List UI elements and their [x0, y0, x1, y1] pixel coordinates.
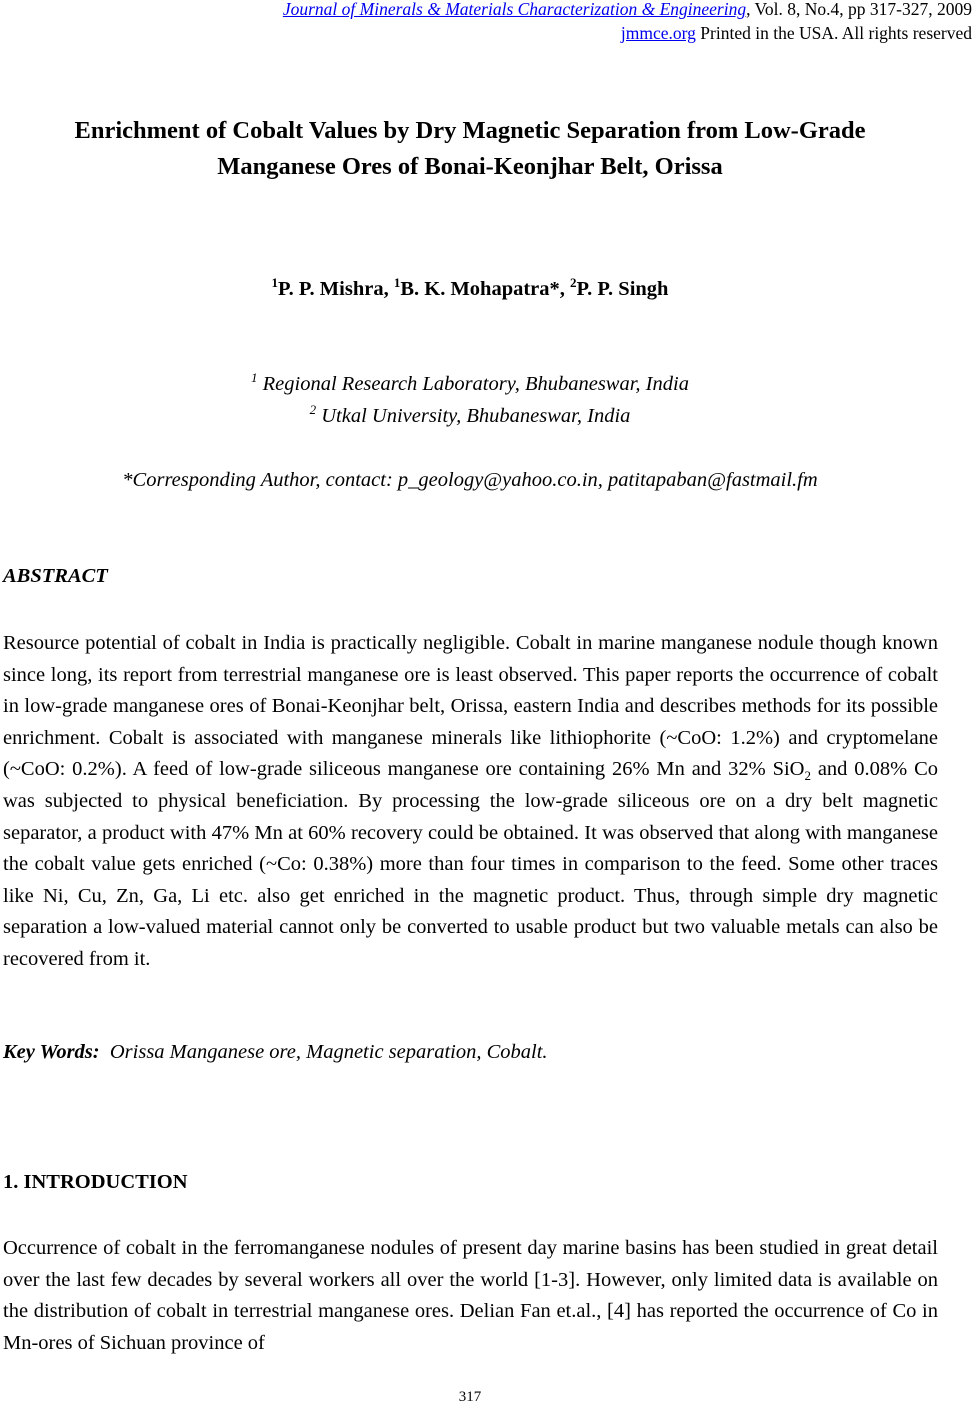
author-3-affiliation-mark: 2 [570, 275, 577, 291]
abstract-text-part-1: Resource potential of cobalt in India is practically negligible. Cobalt in marine manganese nodule though known since long, its report from terrestrial manganese ore is least observed. This paper reports the occurrence of cobalt in low-grade manganese ores of Bonai-Keonjhar belt, Orissa, eastern India and describes methods for its possible enrichment. Cobalt is associated with manganese minerals like lithiophorite (~CoO: 1.2%) and cryptomelane (~CoO: 0.2%). A feed of low-grade siliceous manganese ore containing 26% Mn and 32% SiO [3, 632, 938, 781]
journal-header [283, 0, 972, 20]
keywords [3, 1041, 548, 1064]
abstract-text-part-2: and 0.08% Co was subjected to physical beneficiation. By processing the low-grade siliceous ore on a dry belt magnetic separator, a product with 47% Mn at 60% recovery could be obtained. It was observed that along with manganese the cobalt value gets enriched (~Co: 0.38%) more than four times in comparison to the feed. Some other traces like Ni, Cu, Zn, Ga, Li etc. also get enriched in the magnetic product. Thus, through simple dry magnetic separation a low-valued material cannot only be converted to usable product but two valuable metals can also be recovered from it. [3, 758, 938, 970]
corresponding-author: *Corresponding Author, contact: p_geology@yahoo.co.in, patitapaban@fastmail.fm [122, 469, 818, 491]
author-1-affiliation-mark: 1 [271, 275, 279, 291]
keywords-label: Key Words: [3, 1041, 100, 1063]
author-3: P. P. Singh [576, 278, 669, 300]
abstract-text [3, 628, 938, 976]
rights-notice: Printed in the USA. All rights reserved [695, 23, 972, 43]
affiliation-1-mark: 1 [251, 370, 258, 386]
paper-title [0, 113, 940, 185]
author-1: P. P. Mishra, [278, 278, 394, 300]
author-2-affiliation-mark: 1 [393, 275, 401, 291]
page-number: 317 [458, 1389, 482, 1405]
journal-link[interactable]: Journal of Minerals & Materials Characterization & Engineering [282, 0, 747, 19]
volume-info: , Vol. 8, No.4, pp 317-327, 2009 [746, 0, 972, 19]
introduction-text: Occurrence of cobalt in the ferromanganese nodules of present day marine basins has been studied in great detail over the last few decades by several workers all over the world [1-3]. However, only limited data is available on the distribution of cobalt in terrestrial manganese ores. Delian Fan et.al., [4] has reported the occurrence of Co in Mn-ores of Sichuan province of [3, 1237, 938, 1354]
keywords-text: Orissa Manganese ore, Magnetic separation, Cobalt. [109, 1041, 548, 1063]
affiliation-2-text: Utkal University, Bhubaneswar, India [316, 405, 631, 427]
author-2: B. K. Mohapatra*, [400, 278, 571, 300]
affiliation-2-mark: 2 [309, 402, 317, 418]
abstract-heading: ABSTRACT [3, 565, 108, 587]
title-line-1: Enrichment of Cobalt Values by Dry Magnetic Separation from Low-Grade [74, 117, 866, 144]
affiliation-1-text: Regional Research Laboratory, Bhubaneswar, India [257, 373, 689, 395]
abstract-subscript: 2 [804, 768, 811, 784]
introduction-heading: 1. INTRODUCTION [3, 1171, 188, 1193]
title-line-2: Manganese Ores of Bonai-Keonjhar Belt, Orissa [217, 153, 723, 180]
affiliation-1 [0, 370, 940, 396]
site-link[interactable]: jmmce.org [620, 23, 696, 43]
journal-site-line [621, 22, 972, 44]
author-list [0, 275, 940, 301]
affiliation-2 [0, 402, 940, 428]
